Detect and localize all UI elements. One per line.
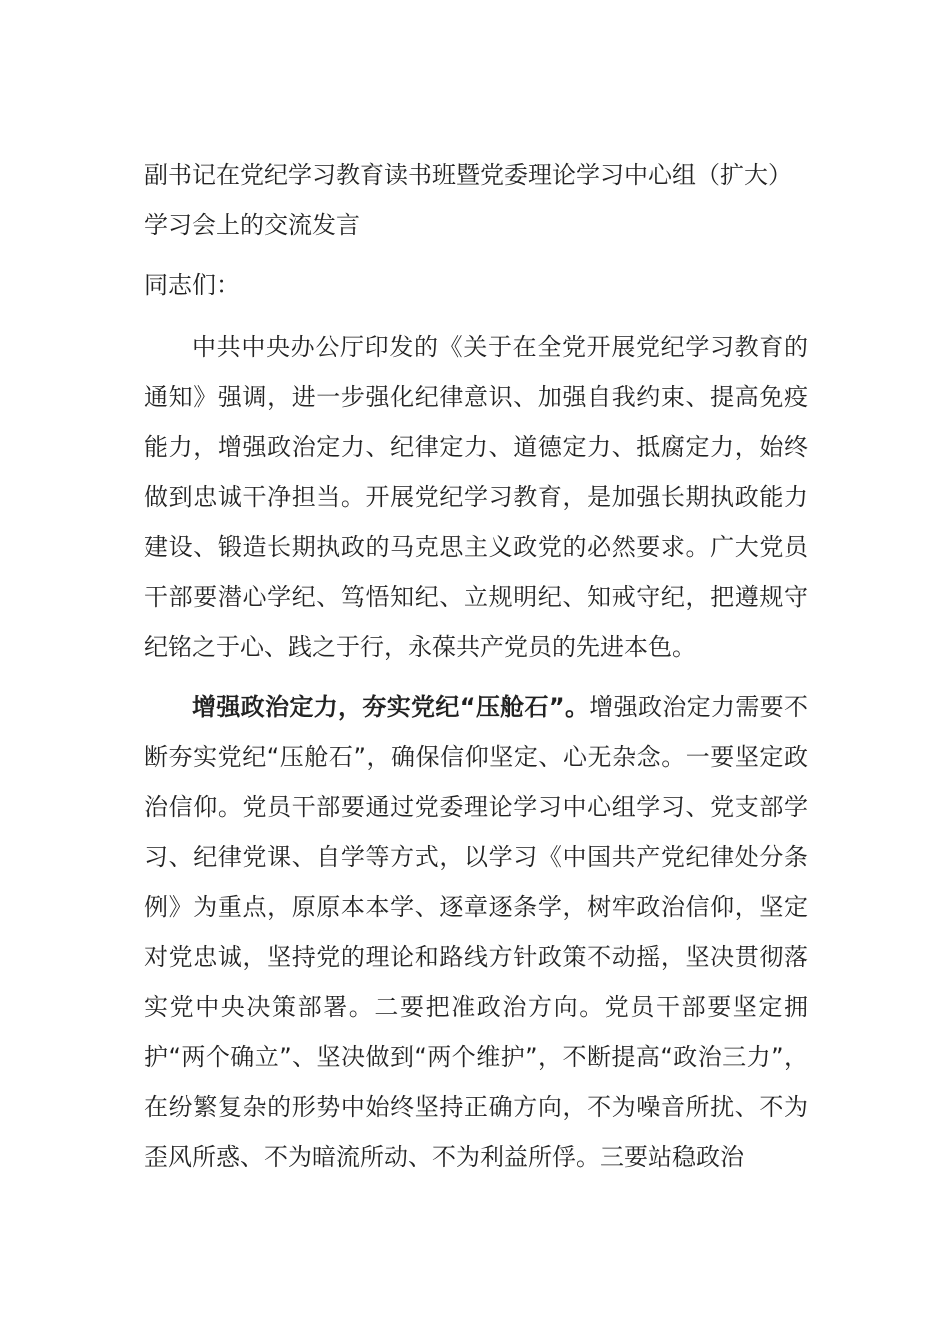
document-title-line-2: 学习会上的交流发言	[144, 211, 360, 239]
paragraph-lead-heading: 增强政治定力，夯实党纪“压舱石”。	[192, 693, 590, 721]
document-title-line-1: 副书记在党纪学习教育读书班暨党委理论学习中心组（扩大）	[144, 161, 792, 189]
salutation: 同志们：	[144, 271, 240, 299]
paragraph-political-stability	[144, 682, 808, 1182]
paragraph-body-text: 增强政治定力需要不断夯实党纪“压舱石”，确保信仰坚定、心无杂念。一要坚定政治信仰。党员干部要通过党委理论学习中心组学习、党支部学习、纪律党课、自学等方式，以学习《中国共产党纪律处分条例》为重点，原原本本学、逐章逐条学，树牢政治信仰，坚定对党忠诚，坚持党的理论和路线方针政策不动摇，坚决贯彻落实党中央决策部署。二要把准政治方向。党员干部要坚定拥护“两个确立”、坚决做到“两个维护”，不断提高“政治三力”，在纷繁复杂的形势中始终坚持正确方向，不为噪音所扰、不为歪风所惑、不为暗流所动、不为利益所俘。三要站稳政治	[144, 693, 809, 1171]
paragraph-intro: 中共中央办公厅印发的《关于在全党开展党纪学习教育的通知》强调，进一步强化纪律意识、加强自我约束、提高免疫能力，增强政治定力、纪律定力、道德定力、抵腐定力，始终做到忠诚干净担当。开展党纪学习教育，是加强长期执政能力建设、锻造长期执政的马克思主义政党的必然要求。广大党员干部要潜心学纪、笃悟知纪、立规明纪、知戒守纪，把遵规守纪铭之于心、践之于行，永葆共产党员的先进本色。	[144, 333, 808, 661]
